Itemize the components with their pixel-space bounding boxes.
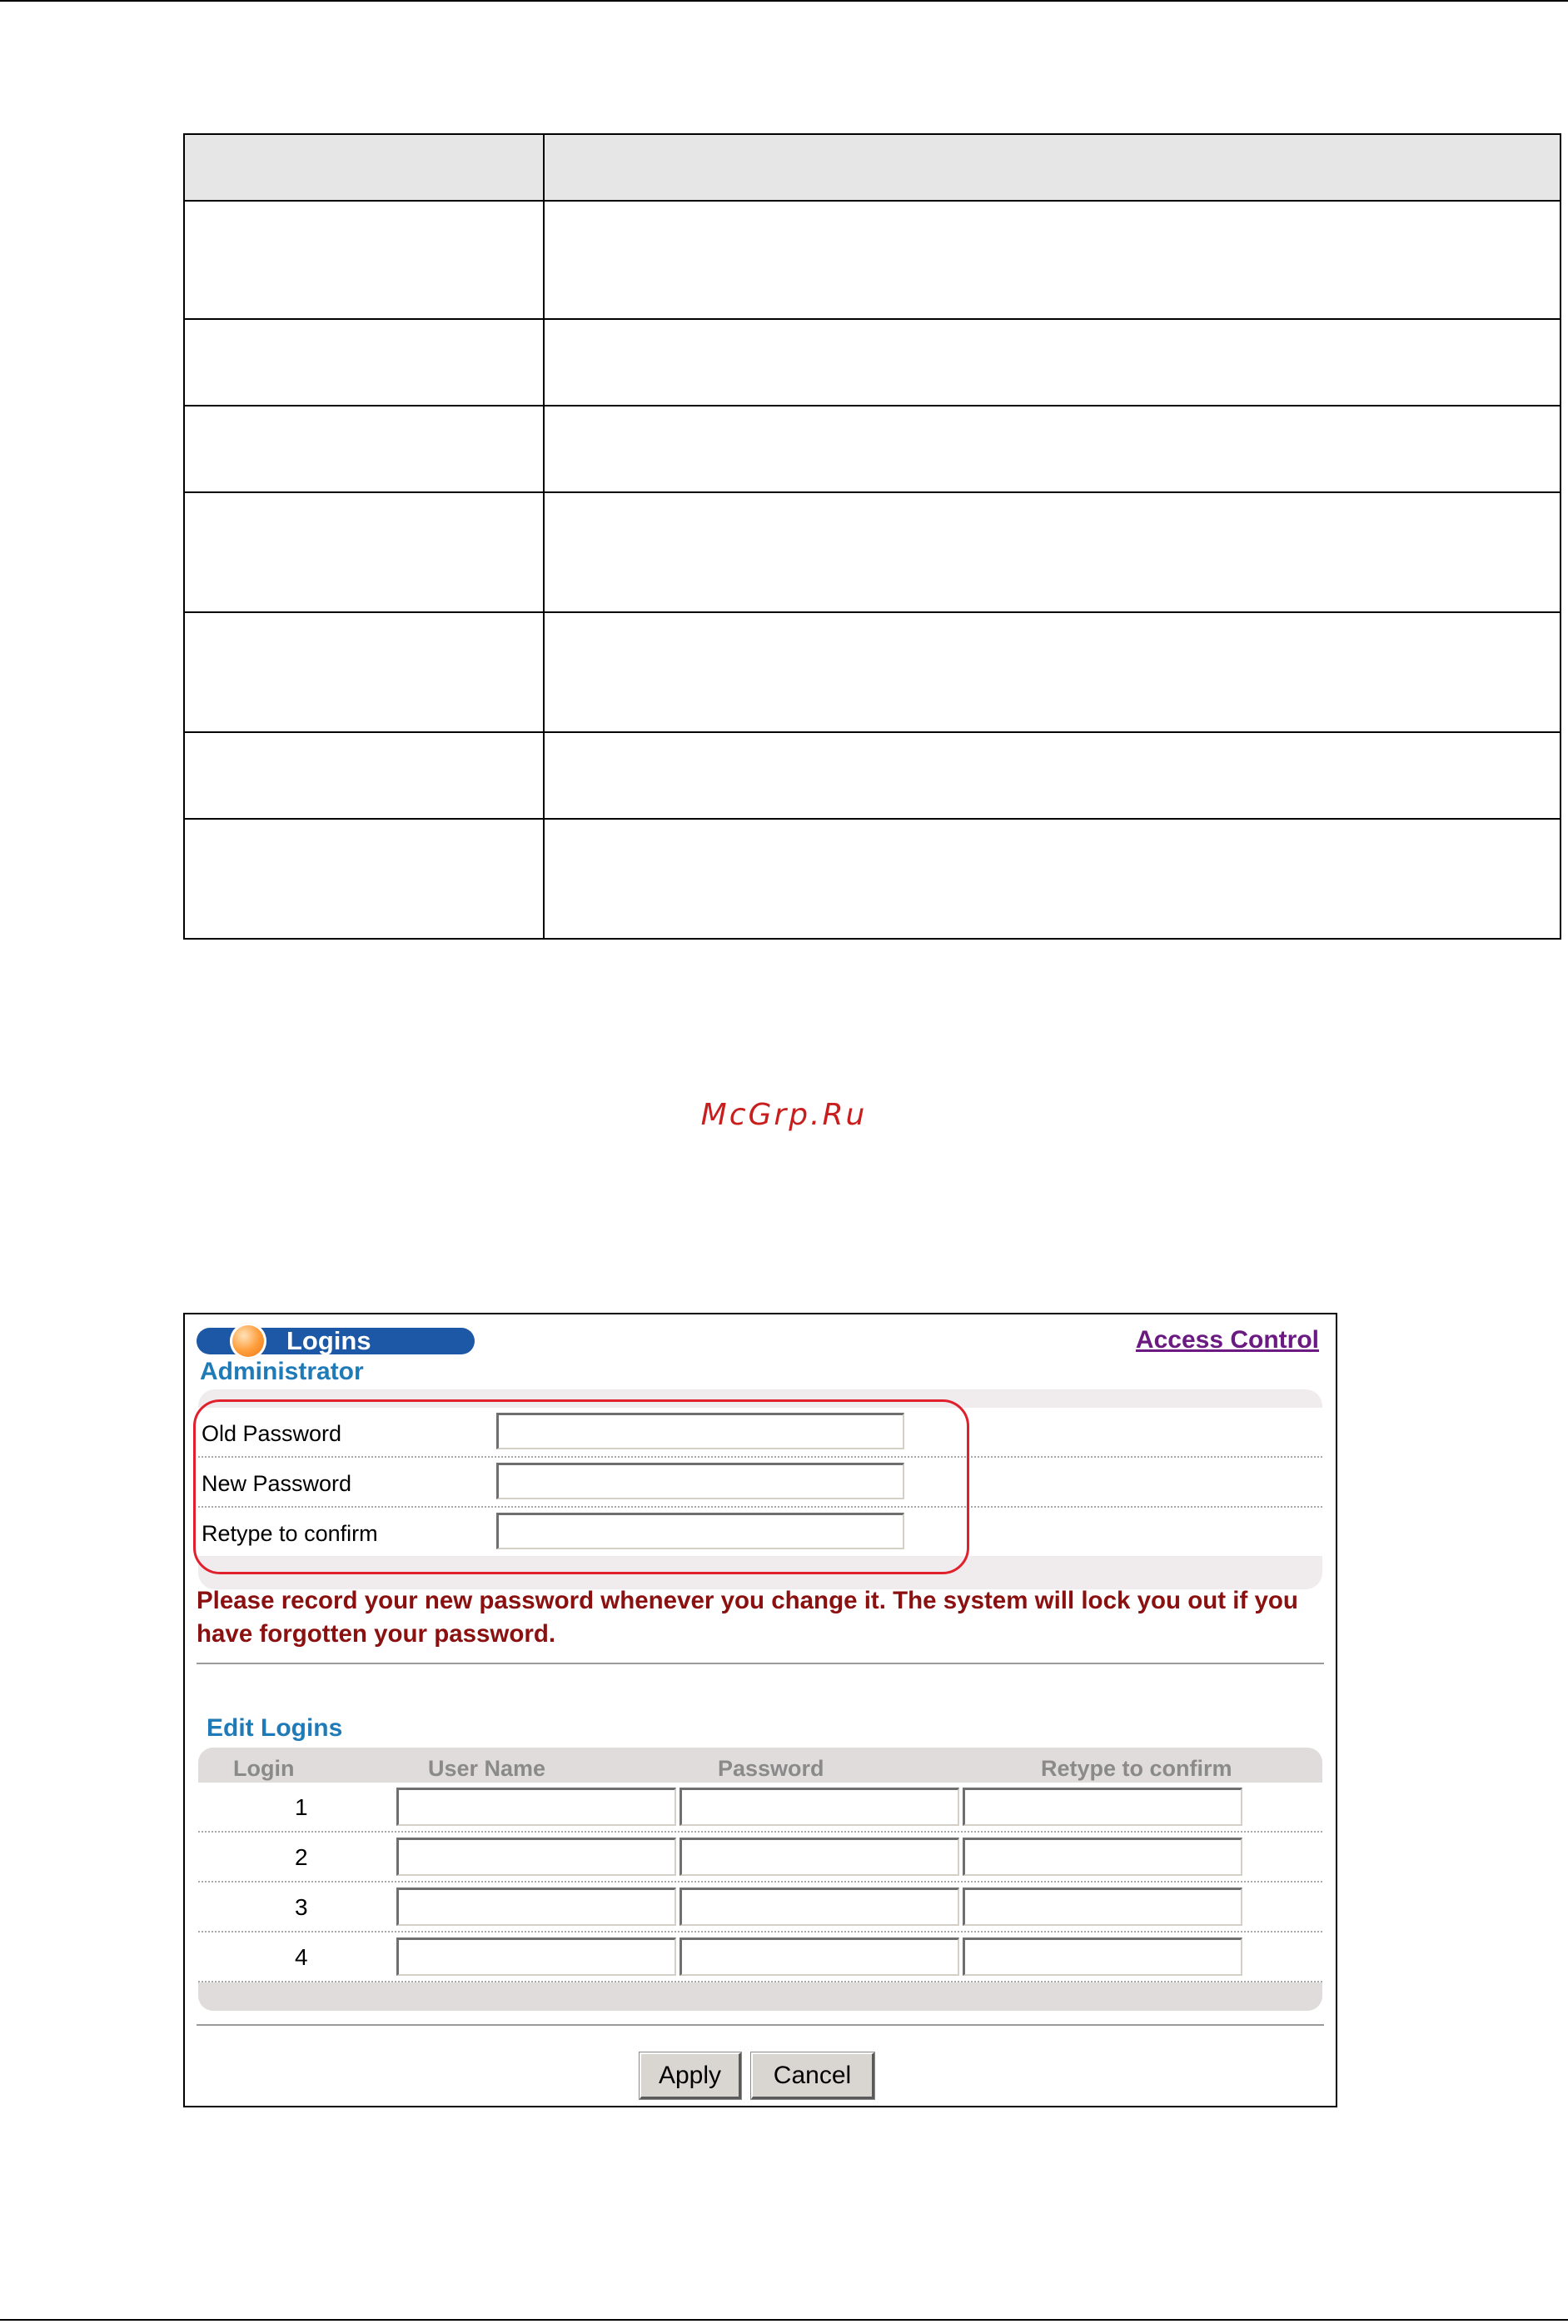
table-header-row — [184, 134, 1561, 201]
logins-screenshot — [183, 1313, 1337, 2107]
login-number: 4 — [295, 1944, 308, 1970]
table-row — [184, 492, 1561, 612]
divider — [197, 1663, 1324, 1664]
panel-title-bar — [197, 1328, 475, 1354]
user-name-input[interactable] — [396, 1788, 676, 1826]
cancel-button[interactable]: Cancel — [751, 2052, 874, 2099]
password-input[interactable] — [679, 1788, 959, 1826]
page-bottom-rule — [0, 2319, 1568, 2321]
table-row — [198, 1833, 1322, 1883]
table-row — [184, 612, 1561, 732]
password-warning: Please record your new password whenever you change it. The system will lock you out if you have forgotten your password. — [197, 1587, 1298, 1648]
administrator-section-title: Administrator — [200, 1358, 364, 1385]
edit-logins-table — [198, 1783, 1322, 1982]
retype-input[interactable] — [963, 1937, 1242, 1976]
new-password-label: New Password — [202, 1471, 352, 1496]
password-input[interactable] — [679, 1937, 959, 1976]
watermark: McGrp.Ru — [700, 1098, 868, 1132]
retype-password-label: Retype to confirm — [202, 1521, 378, 1546]
password-input[interactable] — [679, 1838, 959, 1876]
table-row — [198, 1883, 1322, 1933]
panel-title: Logins — [286, 1326, 371, 1355]
page-top-rule — [0, 0, 1568, 2]
old-password-label: Old Password — [202, 1421, 342, 1446]
edit-logins-header — [198, 1749, 1322, 1783]
user-name-input[interactable] — [396, 1937, 676, 1976]
column-header-password: Password — [718, 1756, 824, 1781]
divider — [197, 2024, 1324, 2026]
table-row — [184, 406, 1561, 492]
column-header-retype: Retype to confirm — [1041, 1756, 1232, 1781]
column-header-user-name: User Name — [428, 1756, 546, 1781]
empty-document-table — [183, 133, 1561, 940]
login-number: 3 — [295, 1894, 308, 1920]
password-input[interactable] — [679, 1888, 959, 1926]
edit-logins-section-title: Edit Logins — [207, 1714, 343, 1742]
table-row — [184, 201, 1561, 319]
user-name-input[interactable] — [396, 1838, 676, 1876]
table-row — [184, 319, 1561, 406]
login-number: 2 — [295, 1844, 308, 1870]
column-header-login: Login — [233, 1756, 295, 1781]
access-control-link[interactable]: Access Control — [1135, 1326, 1319, 1354]
table-row — [198, 1933, 1322, 1982]
login-number: 1 — [295, 1794, 308, 1820]
table-row — [184, 732, 1561, 819]
table-row — [198, 1783, 1322, 1833]
apply-button[interactable]: Apply — [640, 2052, 741, 2099]
highlight-outline — [193, 1399, 969, 1574]
table-row — [184, 819, 1561, 939]
retype-input[interactable] — [963, 1788, 1242, 1826]
retype-input[interactable] — [963, 1888, 1242, 1926]
user-name-input[interactable] — [396, 1888, 676, 1926]
retype-input[interactable] — [963, 1838, 1242, 1876]
orb-icon — [230, 1323, 266, 1359]
